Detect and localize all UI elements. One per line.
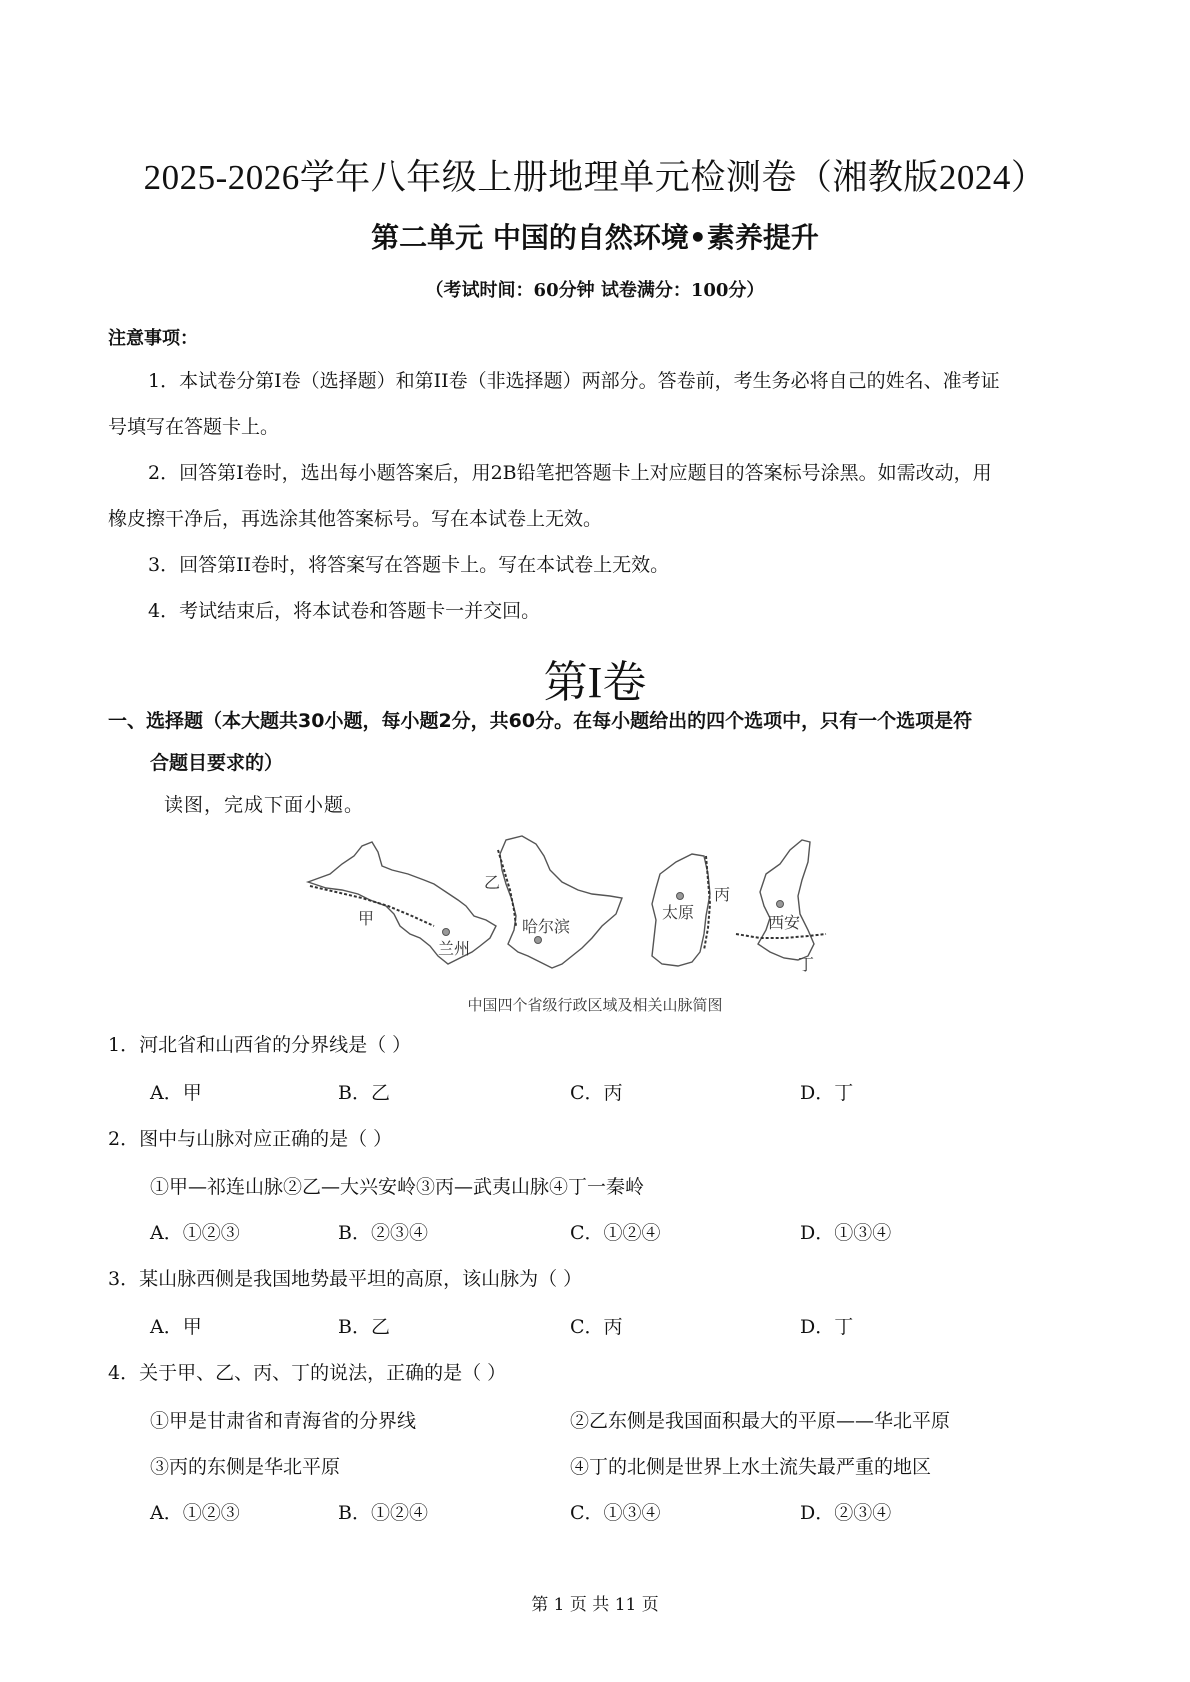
- province-map-figure: [300, 834, 900, 989]
- question-1-option-c[interactable]: C．丙: [570, 1082, 623, 1104]
- question-3-option-d[interactable]: D．丁: [800, 1316, 854, 1338]
- shaanxi-outline: [758, 840, 814, 960]
- xian-point: [777, 901, 784, 908]
- question-4-option-a[interactable]: A．①②③: [150, 1502, 240, 1524]
- notice-item-1: 1．本试卷分第I卷（选择题）和第II卷（非选择题）两部分。答卷前，考生务必将自己的姓名、准考证: [148, 370, 1000, 392]
- question-4-option-b[interactable]: B．①②④: [338, 1502, 428, 1524]
- notice-heading: 注意事项：: [108, 328, 198, 349]
- harbin-point: [535, 937, 542, 944]
- figure-caption: 中国四个省级行政区域及相关山脉简图: [467, 996, 723, 1014]
- question-4-stem: 4．关于甲、乙、丙、丁的说法，正确的是（ ）: [108, 1362, 507, 1384]
- question-1-option-a[interactable]: A．甲: [150, 1082, 202, 1104]
- exam-info: （考试时间：60分钟 试卷满分：100分）: [425, 280, 765, 301]
- question-4-option-d[interactable]: D．②③④: [800, 1502, 892, 1524]
- question-3-option-a[interactable]: A．甲: [150, 1316, 202, 1338]
- question-1-option-d[interactable]: D．丁: [800, 1082, 854, 1104]
- question-2-option-b[interactable]: B．②③④: [338, 1222, 428, 1244]
- label-bing: 丙: [714, 885, 731, 904]
- label-xian: 西安: [768, 913, 801, 932]
- mountain-ding: [736, 934, 826, 938]
- volume-title: 第I卷: [543, 658, 647, 707]
- notice-item-2-cont: 橡皮擦干净后，再选涂其他答案标号。写在本试卷上无效。: [108, 508, 603, 530]
- question-2-statement: ①甲—祁连山脉②乙—大兴安岭③丙—武夷山脉④丁一秦岭: [150, 1176, 645, 1198]
- notice-item-1-cont: 号填写在答题卡上。: [108, 416, 280, 438]
- lanzhou-point: [443, 929, 450, 936]
- question-1-option-b[interactable]: B．乙: [338, 1082, 390, 1104]
- question-2-option-d[interactable]: D．①③④: [800, 1222, 892, 1244]
- question-3-option-b[interactable]: B．乙: [338, 1316, 390, 1338]
- page-title: 2025-2026学年八年级上册地理单元检测卷（湘教版2024）: [143, 158, 1047, 197]
- question-2-option-c[interactable]: C．①②④: [570, 1222, 661, 1244]
- section-heading-line1: 一、选择题（本大题共30小题，每小题2分，共60分。在每小题给出的四个选项中，只有一个选项是符: [108, 710, 973, 732]
- question-2-option-a[interactable]: A．①②③: [150, 1222, 240, 1244]
- label-harbin: 哈尔滨: [522, 917, 571, 936]
- reading-instruction: 读图，完成下面小题。: [164, 794, 365, 816]
- question-3-stem: 3．某山脉西侧是我国地势最平坦的高原，该山脉为（ ）: [108, 1268, 583, 1290]
- page-number: 第 1 页 共 11 页: [531, 1595, 659, 1615]
- label-ding: 丁: [798, 955, 815, 974]
- notice-item-2: 2．回答第I卷时，选出每小题答案后，用2B铅笔把答题卡上对应题目的答案标号涂黑。如需改动，用: [148, 462, 992, 484]
- question-4-statement-4: ④丁的北侧是世界上水土流失最严重的地区: [570, 1456, 932, 1478]
- question-4-option-c[interactable]: C．①③④: [570, 1502, 661, 1524]
- question-4-statement-1: ①甲是甘肃省和青海省的分界线: [150, 1410, 417, 1432]
- notice-item-3: 3．回答第II卷时，将答案写在答题卡上。写在本试卷上无效。: [148, 554, 670, 576]
- taiyuan-point: [677, 893, 684, 900]
- question-4-statement-3: ③丙的东侧是华北平原: [150, 1456, 341, 1478]
- question-1-stem: 1．河北省和山西省的分界线是（ ）: [108, 1034, 412, 1056]
- notice-item-4: 4．考试结束后，将本试卷和答题卡一并交回。: [148, 600, 541, 622]
- label-yi: 乙: [484, 873, 501, 892]
- question-3-option-c[interactable]: C．丙: [570, 1316, 623, 1338]
- unit-subtitle: 第二单元 中国的自然环境•素养提升: [371, 221, 819, 254]
- label-taiyuan: 太原: [662, 903, 695, 922]
- question-2-stem: 2．图中与山脉对应正确的是（ ）: [108, 1128, 393, 1150]
- section-heading: [108, 700, 1088, 784]
- label-lanzhou: 兰州: [438, 939, 471, 958]
- question-4-statement-2: ②乙东侧是我国面积最大的平原——华北平原: [570, 1410, 951, 1432]
- section-heading-line2: 合题目要求的）: [150, 752, 284, 774]
- heilongjiang-outline: [500, 836, 622, 968]
- label-jia: 甲: [358, 909, 375, 928]
